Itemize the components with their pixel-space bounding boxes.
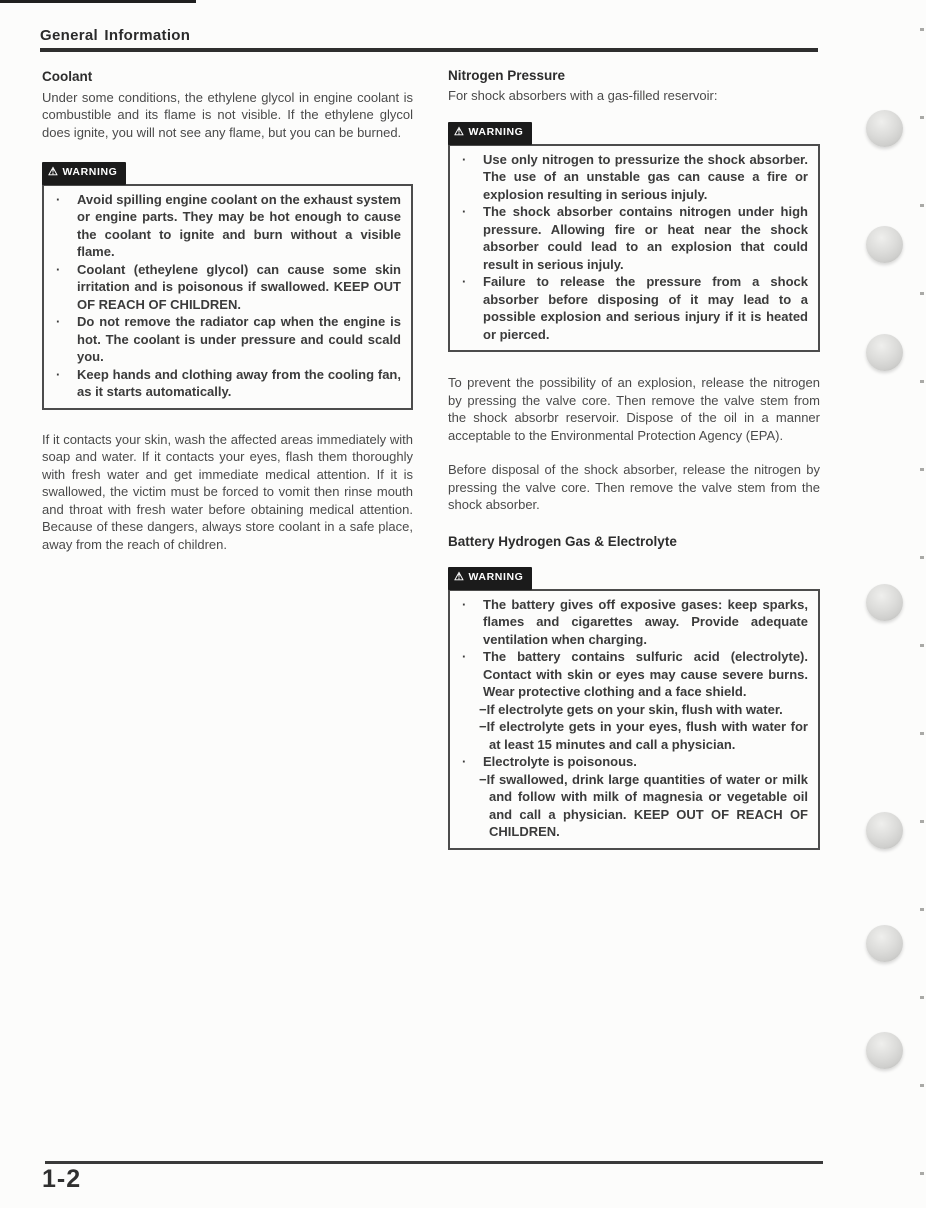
bullet-dot: · (56, 261, 61, 277)
scan-edge-mark (920, 908, 924, 911)
binder-hole (866, 334, 903, 371)
battery-heading: Battery Hydrogen Gas & Electrolyte (448, 533, 677, 549)
warning-badge-label: WARNING (468, 126, 524, 138)
bullet-dot: · (462, 754, 467, 769)
warning-badge (448, 567, 532, 590)
scan-edge-mark (920, 644, 924, 647)
scan-edge-mark (920, 996, 924, 999)
warning-list-item: · Avoid spilling engine coolant on the exhaust system or engine parts. They may be hot enough to cause the coolant to ignite and burn without a visible flame. (52, 191, 401, 261)
warning-list-item: · Coolant (etheylene glycol) can cause some skin irritation and is poisonous if swallowed. KEEP OUT OF REACH OF CHILDREN. (52, 261, 401, 314)
scan-edge-mark (920, 116, 924, 119)
binder-hole (866, 925, 903, 962)
scan-edge-mark (920, 732, 924, 735)
page-title: General Information (40, 27, 191, 44)
bullet-dot: · (462, 649, 467, 664)
warning-list-item: · The battery gives off exposive gases: keep sparks, flames and cigarettes away. Provide adequate ventilation when charging. (458, 596, 808, 649)
header-rule (40, 48, 818, 52)
left-column (42, 64, 413, 553)
warning-badge-label: WARNING (62, 166, 118, 178)
bullet-dot: · (462, 151, 467, 167)
bullet-dot: · (56, 366, 61, 382)
warning-triangle-icon: ⚠ (454, 571, 465, 584)
warning-triangle-icon: ⚠ (48, 166, 59, 179)
warning-list-item: · Electrolyte is poisonous. (458, 753, 808, 771)
binder-hole (866, 1032, 903, 1069)
scan-edge-mark (920, 1084, 924, 1087)
coolant-first-aid: If it contacts your skin, wash the affected areas immediately with soap and water. If it contacts your eyes, flash them thoroughly with fresh water and get immediate medical attention. If it is swallowed, the victim must be forced to vomit then rinse mouth and throat with fresh water before obtaining medical attention. Because of these dangers, always store coolant in a safe place, away from the reach of children. (42, 431, 413, 552)
warning-list-item: · Failure to release the pressure from a shock absorber before disposing of it may lead to a possible explosion and serious injury if it is heated or pierced. (458, 273, 808, 343)
scan-edge-mark (920, 820, 924, 823)
warning-triangle-icon: ⚠ (454, 126, 465, 139)
warning-list-item: · The battery contains sulfuric acid (electrolyte). Contact with skin or eyes may cause severe burns. Wear protective clothing and a face shield. (458, 648, 808, 701)
bullet-dot: · (56, 191, 61, 207)
bullet-dot: · (462, 596, 467, 612)
coolant-intro: Under some conditions, the ethylene glycol in engine coolant is combustible and its flame is not visible. If the ethylene glycol does ignite, you will not see any flame, but you can be burned. (42, 89, 413, 140)
right-column (448, 64, 820, 850)
bullet-dot: · (462, 274, 467, 289)
scan-edge-mark (920, 1172, 924, 1175)
warning-badge (42, 162, 126, 185)
nitrogen-warning-box (448, 144, 820, 353)
warning-list-item: · Keep hands and clothing away from the cooling fan, as it starts automatically. (52, 366, 401, 401)
scan-edge-mark (920, 380, 924, 383)
bullet-dot: · (56, 314, 61, 329)
warning-sub-item: −If swallowed, drink large quantities of water or milk and follow with milk of magnesia or vegetable oil and call a physician. KEEP OUT OF REACH OF CHILDREN. (479, 771, 808, 839)
nitrogen-release-para: To prevent the possibility of an explosion, release the nitrogen by pressing the valve core. Then remove the valve stem from the shock absorbr reservoir. Dispose of the oil in a manner acceptable to the Environmental Protection Agency (EPA). (448, 375, 820, 443)
warning-badge (448, 122, 532, 145)
footer-rule (45, 1161, 823, 1164)
warning-list-item: · The shock absorber contains nitrogen under high pressure. Allowing fire or heat near the shock absorber could lead to an explosion that could result in serious injuly. (458, 203, 808, 273)
binder-hole (866, 584, 903, 621)
battery-warning-box (448, 589, 820, 850)
scan-edge-mark (920, 468, 924, 471)
bullet-dot: · (462, 204, 467, 219)
binder-hole (866, 812, 903, 849)
coolant-warning-box (42, 184, 413, 410)
page-number: 1-2 (42, 1165, 82, 1193)
scan-edge-bar (0, 0, 196, 3)
nitrogen-disposal-para: Before disposal of the shock absorber, release the nitrogen by pressing the valve core. Then remove the valve stem from the shock absorber. (448, 462, 820, 512)
warning-sub-item: −If electrolyte gets on your skin, flush with water. (479, 701, 783, 717)
nitrogen-intro: For shock absorbers with a gas-filled reservoir: (448, 87, 718, 103)
scan-edge-mark (920, 28, 924, 31)
warning-list-item: · Do not remove the radiator cap when the engine is hot. The coolant is under pressure and could scald you. (52, 313, 401, 366)
scan-edge-mark (920, 556, 924, 559)
nitrogen-heading: Nitrogen Pressure (448, 68, 566, 83)
warning-list-item: · Use only nitrogen to pressurize the shock absorber. The use of an unstable gas can cause a fire or explosion resulting in serious injuly. (458, 151, 808, 204)
scan-edge-mark (920, 204, 924, 207)
binder-hole (866, 226, 903, 263)
warning-sub-item: −If electrolyte gets in your eyes, flush with water for at least 15 minutes and call a physician. (479, 719, 808, 752)
scan-edge-mark (920, 292, 924, 295)
binder-hole (866, 110, 903, 147)
coolant-heading: Coolant (42, 69, 93, 84)
warning-badge-label: WARNING (468, 571, 524, 583)
